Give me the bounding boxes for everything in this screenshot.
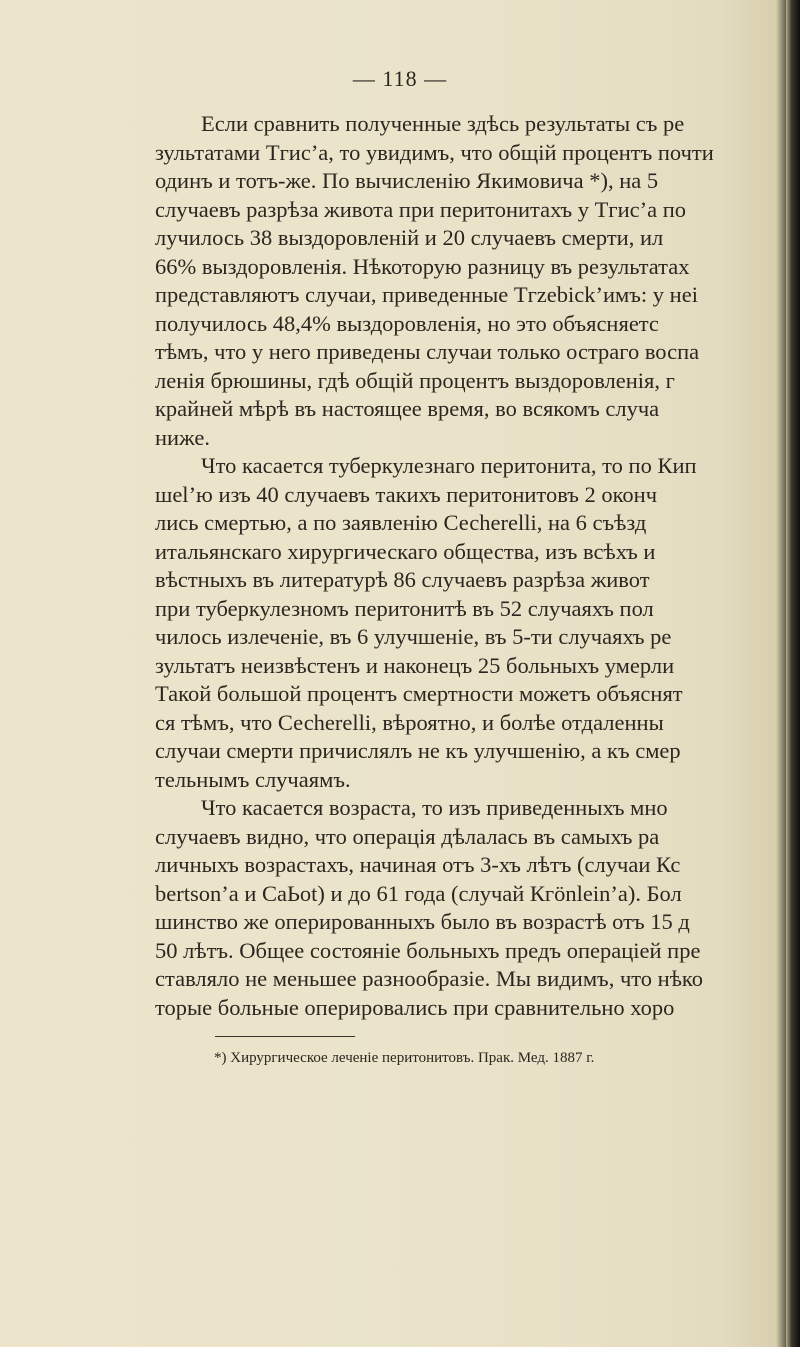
text-line: чилось излеченіе, въ 6 улучшеніе, въ 5-ти случаяхъ ре (155, 624, 672, 649)
main-text (155, 110, 795, 1022)
text-line: Что касается возраста, то изъ приведенныхъ мно (201, 795, 668, 820)
footnote: *) Хирургическое леченіе перитонитовъ. Прак. Мед. 1887 г. (214, 1050, 595, 1066)
text-line: шеl’ю изъ 40 случаевъ такихъ перитонитовъ 2 оконч (155, 481, 658, 507)
text-line: ставляло не меньшее разнообразіе. Мы видимъ, что нѣко (155, 966, 703, 991)
text-line: случаи смерти причислялъ не къ улучшенію, а къ смер (155, 738, 681, 763)
text-line: тѣмъ, что у него приведены случаи только остраго воспа (155, 339, 700, 364)
text-line: итальянскаго хирургическаго общества, изъ всѣхъ и (155, 538, 656, 564)
text-line: ленія брюшины, гдѣ общій процентъ выздоровленія, г (155, 367, 675, 393)
text-line: зультатами Тгис’а, то увидимъ, что общій процентъ почти (155, 139, 714, 165)
text-line: Такой большой процентъ смертности можетъ объяснят (155, 681, 683, 706)
text-line: крайней мѣрѣ въ настоящее время, во всякомъ случа (155, 396, 660, 421)
footnote-divider (215, 1036, 355, 1037)
text-line: ся тѣмъ, что Сесhеrellі, вѣроятно, и болѣе отдаленны (155, 709, 664, 735)
text-line: одинъ и тотъ-же. По вычисленію Якимовича *), на 5 (155, 168, 659, 193)
page-number: — 118 — (352, 66, 448, 91)
text-line: торые больные оперировались при сравнительно хоро (155, 994, 675, 1020)
text-line: при туберкулезномъ перитонитѣ въ 52 случаяхъ пол (155, 595, 654, 621)
text-line: тельнымъ случаямъ. (155, 766, 351, 792)
text-line: 50 лѣтъ. Общее состояніе больныхъ предъ операціей пре (155, 937, 701, 963)
text-line: Если сравнить полученные здѣсь результаты съ ре (201, 111, 685, 136)
text-line: получилось 48,4% выздоровленія, но это объясняетс (155, 310, 659, 336)
text-line: bеrtson’а и СаЬоt) и до 61 года (случай Кгönlеin’а). Бол (155, 880, 682, 906)
text-line: шинство же оперированныхъ было въ возрастѣ отъ 15 д (155, 909, 690, 934)
text-line: случаевъ разрѣза живота при перитонитахъ у Тгис’а по (155, 196, 687, 222)
text-line: вѣстныхъ въ литературѣ 86 случаевъ разрѣза живот (155, 567, 650, 592)
text-line: представляютъ случаи, приведенные Тгzebick’имъ: у неі (155, 282, 698, 307)
text-line: ниже. (155, 424, 210, 450)
text-line: 66% выздоровленія. Нѣкоторую разницу въ результатах (155, 253, 690, 279)
text-line: Что касается туберкулезнаго перитонита, то по Кип (201, 453, 697, 478)
text-line: личныхъ возрастахъ, начиная отъ 3-хъ лѣтъ (случаи Кс (155, 852, 681, 877)
text-line: зультатъ неизвѣстенъ и наконецъ 25 больныхъ умерли (155, 652, 675, 678)
text-line: лучилось 38 выздоровленій и 20 случаевъ смерти, ил (155, 225, 664, 250)
text-line: лись смертью, а по заявленію Сесhеrellі, на 6 съѣзд (155, 510, 647, 535)
text-line: случаевъ видно, что операція дѣлалась въ самыхъ ра (155, 823, 660, 849)
